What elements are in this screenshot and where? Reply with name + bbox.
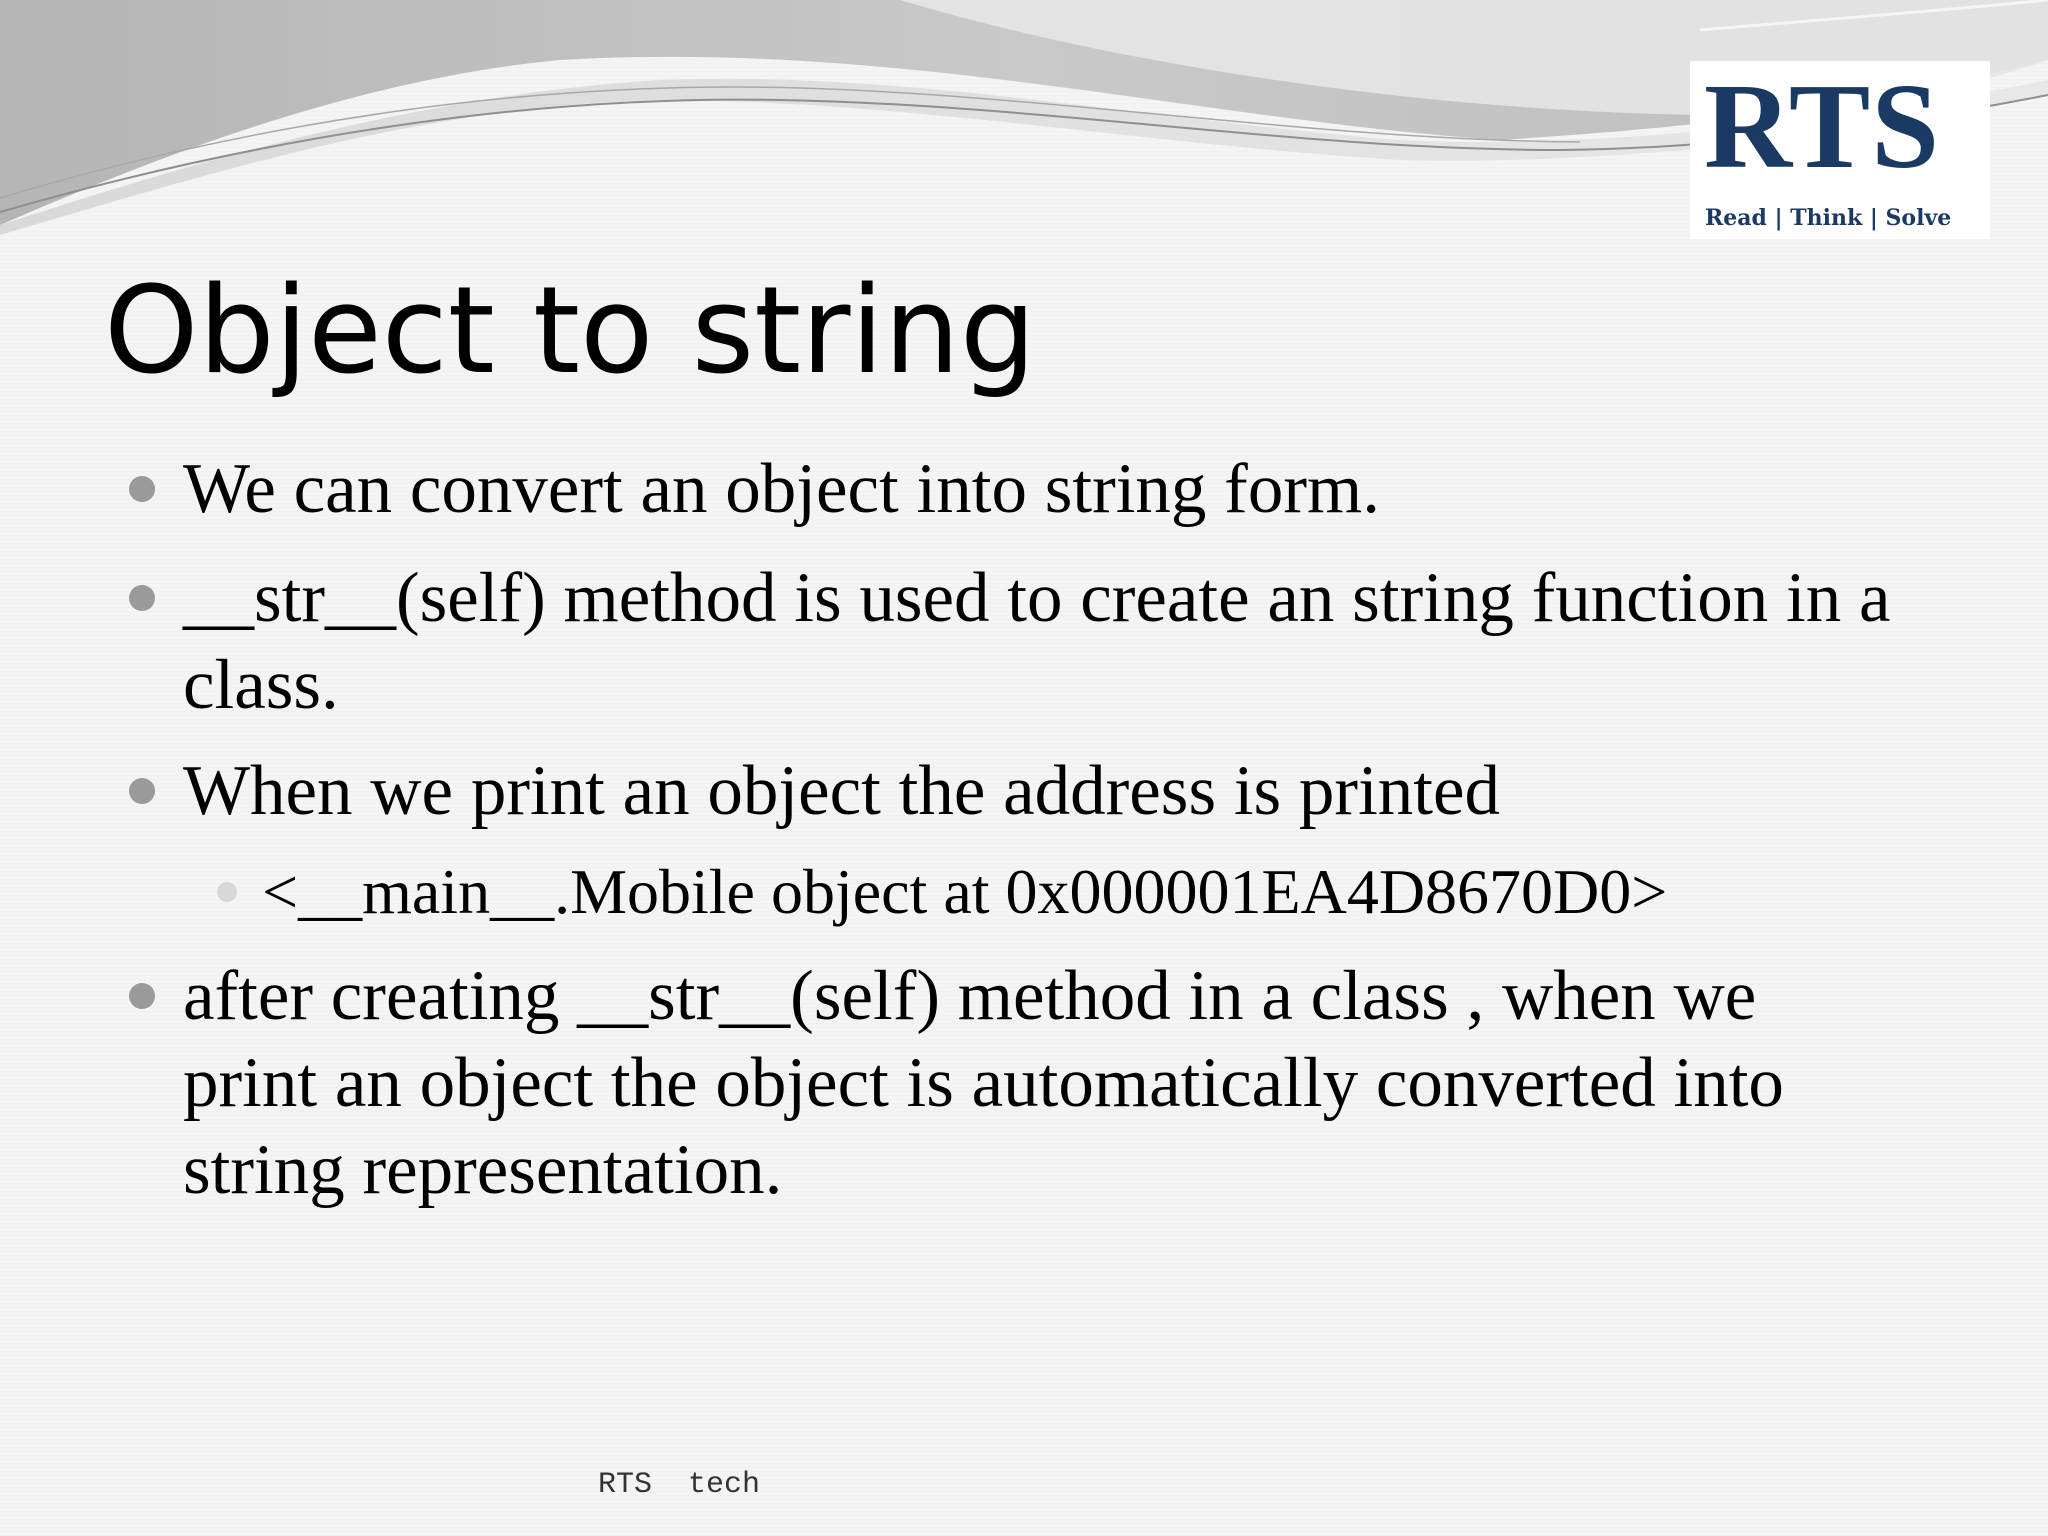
- bullet-text: We can convert an object into string form.: [183, 450, 1380, 528]
- sub-bullet-text: <__main__.Mobile object at 0x000001EA4D8670D0>: [262, 856, 1668, 927]
- slide-title: Object to string: [104, 262, 1037, 401]
- bullet-dot-icon: [129, 983, 155, 1009]
- bullet-text: When we print an object the address is printed: [183, 752, 1501, 830]
- bullet-item: [183, 748, 1983, 835]
- bullet-item: [183, 555, 1963, 729]
- bullet-dot-icon: [129, 778, 155, 804]
- logo-tagline: Read | Think | Solve: [1705, 205, 1952, 231]
- bullet-text: after creating __str__(self) method in a class , when we print an object the object is automatically converted into string representation.: [183, 957, 1784, 1209]
- bullet-dot-icon: [129, 585, 155, 611]
- rts-logo: RTS: [1704, 59, 1941, 194]
- bullet-dot-icon: [129, 476, 155, 502]
- bullet-text: __str__(self) method is used to create an string function in a class.: [183, 559, 1891, 724]
- bullet-item: [183, 446, 1983, 533]
- sub-bullet-dot-icon: [217, 882, 237, 902]
- slide-footer: RTS tech: [598, 1468, 761, 1502]
- sub-bullet-item: [262, 852, 1962, 932]
- bullet-item: [183, 953, 1883, 1214]
